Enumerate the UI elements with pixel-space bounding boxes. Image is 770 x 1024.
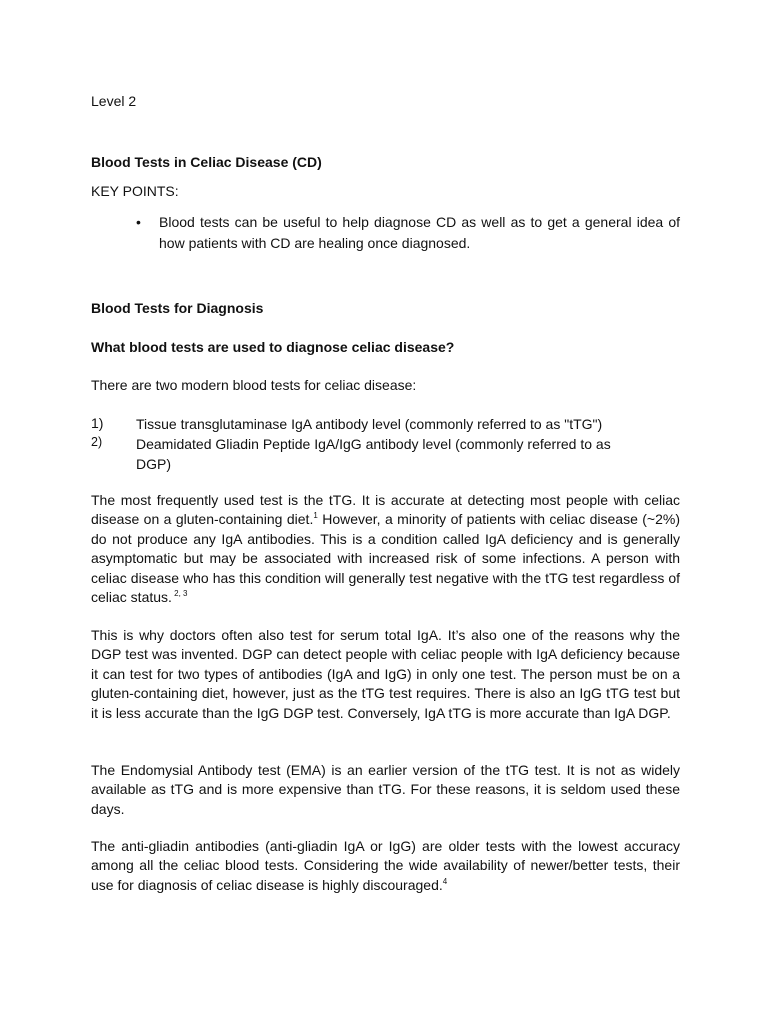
paragraph-anti-gliadin: [91, 837, 680, 895]
test-1-number: 1): [91, 415, 104, 431]
key-point-item: [136, 212, 680, 254]
level-label: Level 2: [91, 93, 137, 109]
paragraph-ttg: [91, 491, 680, 607]
intro-text: There are two modern blood tests for celiac disease:: [91, 377, 417, 393]
paragraph-total-iga: This is why doctors often also test for serum total IgA. It’s also one of the reasons why the DGP test was invented. DGP can detect people with celiac people with IgA deficiency because it can test for two types of antibodies (IgA and IgG) in only one test. The person must be on a gluten-containing diet, however, just as the tTG test requires. There is also an IgG tTG test but it is less accurate than the IgG DGP test. Conversely, IgA tTG is more accurate than IgA DGP.: [91, 627, 680, 721]
question-heading: What blood tests are used to diagnose celiac disease?: [91, 339, 455, 355]
key-point-text: Blood tests can be useful to help diagnose CD as well as to get a general idea of how patients with CD are healing once diagnosed.: [159, 214, 680, 251]
section-heading: Blood Tests for Diagnosis: [91, 300, 264, 316]
test-2-text: Deamidated Gliadin Peptide IgA/IgG antibody level (commonly referred to as DGP): [136, 436, 611, 472]
footnote-4: 4: [442, 876, 448, 886]
test-1-text: Tissue transglutaminase IgA antibody level (commonly referred to as "tTG"): [136, 416, 603, 432]
paragraph-ema: The Endomysial Antibody test (EMA) is an earlier version of the tTG test. It is not as widely available as tTG and is more expensive than tTG. For these reasons, it is seldom used these days.: [91, 762, 680, 817]
footnote-1: 1: [313, 511, 318, 521]
paragraph-ttg-part2: However, a minority of patients with celiac disease (~2%) do not produce any IgA antibodies. This is a condition called IgA deficiency and is generally asymptomatic but may be associated with increased risk of some infections. A person with celiac disease who has this condition will generally test negative with the tTG test regardless of celiac status.: [91, 511, 680, 606]
paragraph-ttg-part1: The most frequently used test is the tTG. It is accurate at detecting most people with celiac disease on a gluten-containing diet.: [91, 492, 680, 528]
bullet-marker: •: [136, 214, 141, 230]
key-points-heading: KEY POINTS:: [91, 183, 179, 199]
test-2-number: 2): [91, 435, 103, 449]
paragraph-anti-gliadin-text: The anti-gliadin antibodies (anti-gliadin IgA or IgG) are older tests with the lowest accuracy among all the celiac blood tests. Considering the wide availability of newer/better tests, their use for diagnosis of celiac disease is highly discouraged.: [91, 838, 680, 893]
document-title: Blood Tests in Celiac Disease (CD): [91, 154, 322, 170]
footnote-2-3: 2, 3: [171, 589, 188, 599]
